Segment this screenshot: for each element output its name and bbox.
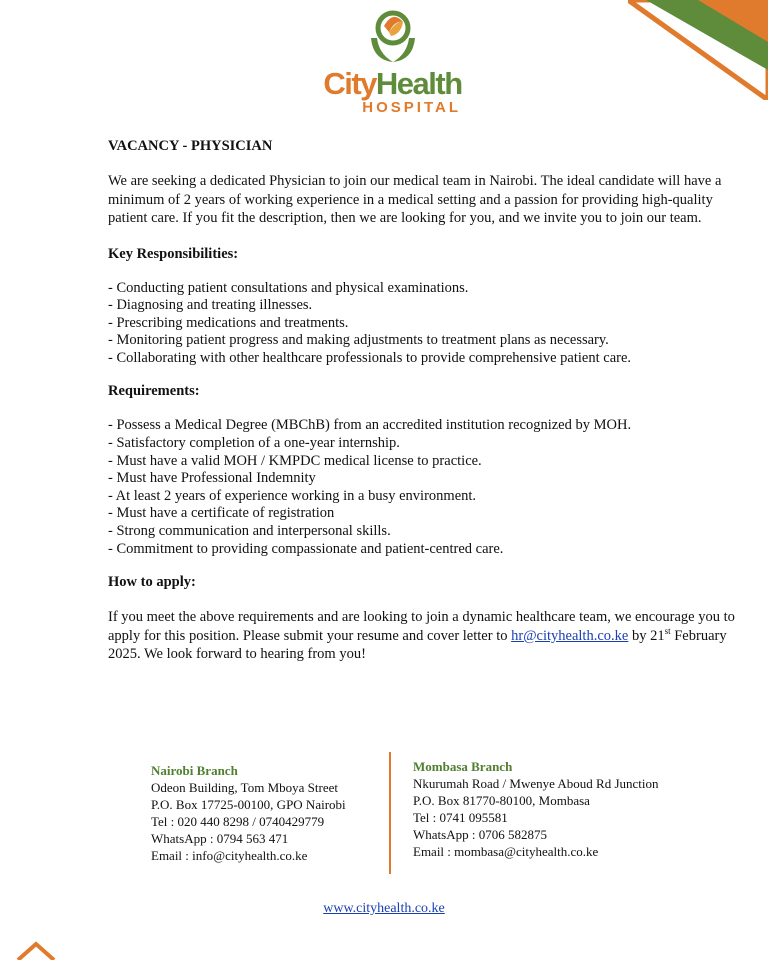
- mombasa-email: Email : mombasa@cityhealth.co.ke: [413, 844, 599, 859]
- apply-text: by 21: [628, 627, 665, 644]
- brand-name-city: City: [323, 66, 376, 101]
- list-item: - Prescribing medications and treatments.: [108, 314, 349, 331]
- nairobi-pobox: P.O. Box 17725-00100, GPO Nairobi: [151, 797, 346, 812]
- website-link[interactable]: www.cityhealth.co.ke: [323, 901, 445, 916]
- hr-email-link[interactable]: hr@cityhealth.co.ke: [511, 627, 629, 644]
- list-item: - Must have Professional Indemnity: [108, 470, 316, 487]
- mombasa-tel: Tel : 0741 095581: [413, 810, 508, 825]
- nairobi-email: Email : info@cityhealth.co.ke: [151, 848, 308, 863]
- date-ordinal: st: [664, 625, 671, 636]
- brand-subtitle: HOSPITAL: [362, 99, 461, 116]
- cityhealth-logo: [320, 8, 465, 124]
- apply-heading: How to apply:: [108, 574, 196, 591]
- brand-name-health: Health: [375, 66, 462, 101]
- vacancy-title: VACANCY - PHYSICIAN: [108, 138, 273, 154]
- list-item: - Monitoring patient progress and making adjustments to treatment plans as necessary.: [108, 332, 609, 349]
- list-item: - Satisfactory completion of a one-year internship.: [108, 435, 400, 452]
- list-item: - Strong communication and interpersonal skills.: [108, 523, 391, 540]
- mombasa-pobox: P.O. Box 81770-80100, Mombasa: [413, 793, 590, 808]
- list-item: - Commitment to providing compassionate and patient-centred care.: [108, 540, 504, 557]
- list-item: - Diagnosing and treating illnesses.: [108, 297, 313, 314]
- apply-text: February 2025. We look forward to hearing from you!: [108, 627, 727, 663]
- corner-decoration-top-right: [628, 0, 768, 100]
- list-item: - Conducting patient consultations and physical examinations.: [108, 279, 469, 296]
- mombasa-address: Nkurumah Road / Mwenye Aboud Rd Junction: [413, 776, 659, 791]
- apply-text: If you meet the above requirements and are looking to join a dynamic healthcare team, we encourage you to apply for this position. Please submit your resume and cover letter to: [108, 609, 735, 644]
- vacancy-intro: We are seeking a dedicated Physician to join our medical team in Nairobi. The ideal candidate will have a minimum of 2 years of working experience in a medical setting and a passion for providing high-quality patient care. If you fit the description, then we are looking for you, and we invite you to join our team.: [108, 173, 722, 226]
- branch-divider: [389, 752, 391, 874]
- list-item: - Must have a valid MOH / KMPDC medical license to practice.: [108, 452, 482, 469]
- brand-name: [320, 68, 465, 100]
- mombasa-branch-block: [413, 758, 659, 860]
- responsibilities-list: [108, 280, 744, 368]
- mombasa-whatsapp: WhatsApp : 0706 582875: [413, 827, 547, 842]
- apply-paragraph: [108, 608, 744, 664]
- corner-decoration-bottom-left: [0, 940, 60, 960]
- requirements-list: [108, 417, 744, 558]
- list-item: - Must have a certificate of registration: [108, 505, 335, 522]
- nairobi-address: Odeon Building, Tom Mboya Street: [151, 780, 338, 795]
- nairobi-branch-name: Nairobi Branch: [151, 763, 238, 778]
- nairobi-tel: Tel : 020 440 8298 / 0740429779: [151, 814, 325, 829]
- mombasa-branch-name: Mombasa Branch: [413, 759, 513, 774]
- vacancy-content: [108, 136, 744, 664]
- website-footer: [0, 901, 768, 917]
- responsibilities-heading: Key Responsibilities:: [108, 245, 239, 262]
- list-item: - Possess a Medical Degree (MBChB) from an accredited institution recognized by MOH.: [108, 417, 632, 434]
- hands-leaf-icon: [367, 8, 419, 64]
- list-item: - Collaborating with other healthcare professionals to provide comprehensive patient care.: [108, 349, 632, 366]
- nairobi-branch-block: [151, 762, 346, 864]
- nairobi-whatsapp: WhatsApp : 0794 563 471: [151, 831, 289, 846]
- list-item: - At least 2 years of experience working in a busy environment.: [108, 487, 477, 504]
- requirements-heading: Requirements:: [108, 383, 200, 400]
